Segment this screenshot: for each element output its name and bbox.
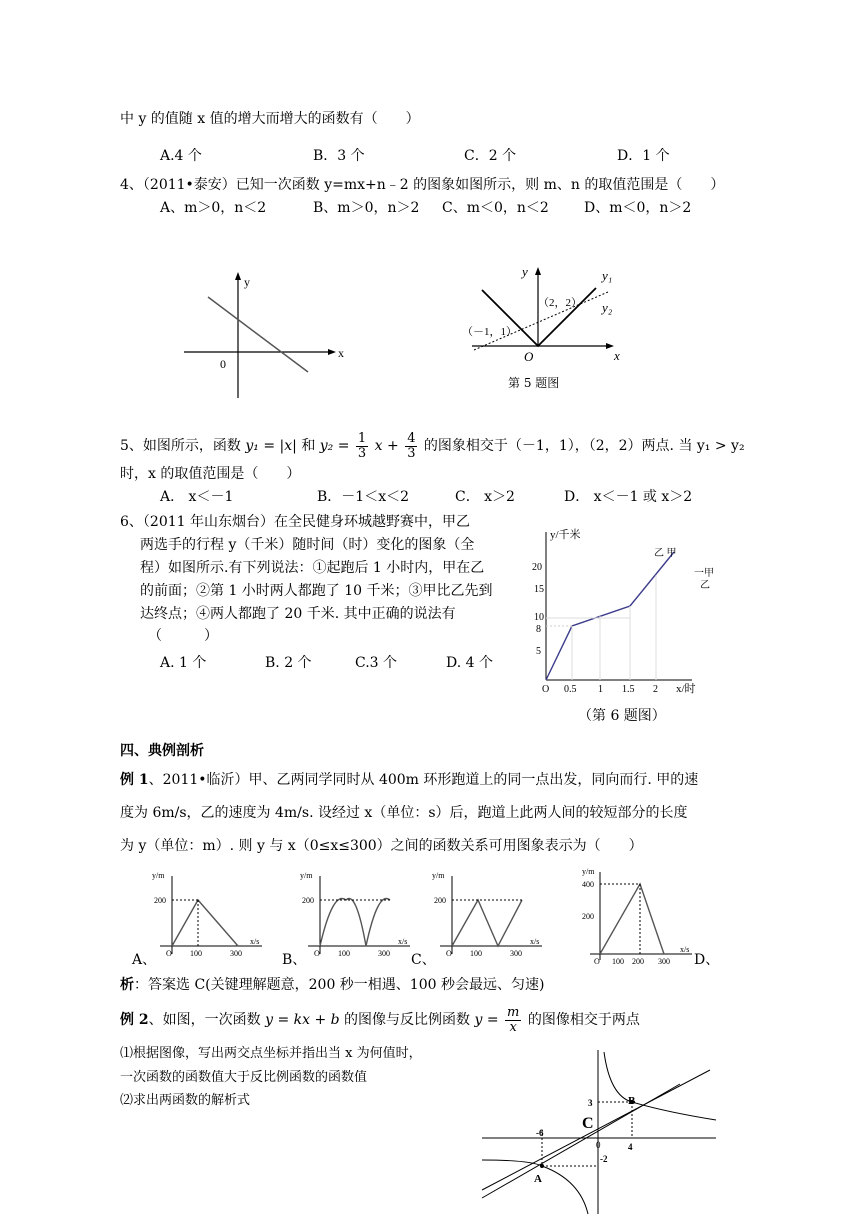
ex2-label-c: C [582, 1115, 594, 1132]
q6-ytick-5: 5 [536, 646, 541, 657]
analysis-line [120, 975, 544, 995]
d-origin: O [594, 957, 600, 966]
q4-option-b: B、m＞0，n＞2 [313, 200, 420, 216]
q5-y1-label: y₁ [602, 268, 613, 283]
q6-legend-jia: 一甲 [694, 568, 714, 579]
q5-plus: x + [374, 438, 399, 454]
choice-c-graph [430, 870, 550, 960]
q6-ytick-20: 20 [532, 562, 542, 573]
c-tick-100: 100 [470, 949, 482, 958]
ex2-figure [480, 1048, 720, 1214]
option-b: B．3 个 [313, 148, 365, 164]
choice-d-graph [580, 864, 700, 964]
ex2-y: y = [474, 1012, 499, 1028]
q6-option-d: D. 4 个 [446, 655, 493, 671]
b-tick-100: 100 [338, 949, 350, 958]
q4-option-d: D、m＜0，n＞2 [584, 200, 692, 216]
q6-xtick-o: O [542, 684, 550, 695]
ex2-q1b: 一次函数的函数值大于反比例函数的函数值 [120, 1070, 368, 1085]
c-ylabel: y/m [432, 871, 445, 880]
ex1-line-2: 度为 6m/s，乙的速度为 4m/s. 设经过 x（单位：s）后，跑道上此两人间的较短部分的长度 [120, 805, 688, 821]
q5-fraction-1 [356, 432, 368, 461]
q4-x-label: x [338, 346, 344, 360]
ex2-m: m [507, 1004, 520, 1020]
q6-line-3: 程）如图所示.有下列说法：①起跑后 1 小时内，甲在乙 [140, 560, 485, 576]
q5-frac1-den: 3 [357, 445, 367, 461]
q5-option-c: C． x＞2 [455, 489, 515, 505]
ex2-text-a: 、如图，一次函数 [148, 1012, 261, 1028]
d-ylabel: y/m [582, 867, 595, 876]
q5-stem-a: 5、如图所示，函数 [120, 438, 241, 454]
a-tick-300: 300 [230, 949, 242, 958]
q5-frac1-num: 1 [357, 430, 367, 446]
q6-figure [530, 520, 730, 700]
c-tick-300: 300 [510, 949, 522, 958]
ex2-tick-4: 4 [628, 1142, 633, 1152]
q4-y-label: y [244, 275, 250, 289]
q5-y2-label: y₂ [602, 300, 613, 315]
q6-option-b: B. 2 个 [265, 655, 312, 671]
q6-option-c: C.3 个 [355, 655, 398, 671]
ex2-text-b: 的图像与反比例函数 [344, 1012, 471, 1028]
q6-xtick-2: 2 [653, 684, 658, 695]
ex2-fraction [505, 1006, 521, 1035]
b-ylabel: y/m [300, 871, 313, 880]
q6-line-1: 6、（2011 年山东烟台）在全民健身环城越野赛中，甲乙 [120, 514, 470, 530]
q5-and: 和 [301, 438, 316, 454]
ex2-q2: ⑵求出两函数的解析式 [120, 1093, 251, 1108]
q6-xlabel: x/时 [676, 683, 696, 695]
c-tick-200: 200 [434, 896, 446, 905]
option-c: C．2 个 [464, 148, 517, 164]
q5-option-d: D． x＜－1 或 x＞2 [564, 489, 693, 505]
q5-point-2: （2，2） [538, 297, 582, 309]
a-ylabel: y/m [152, 871, 165, 880]
option-d: D．1 个 [617, 148, 670, 164]
q6-line-5: 达终点；④两人都跑了 20 千米. 其中正确的说法有 [140, 606, 456, 622]
choice-c-label: C、 [411, 952, 436, 968]
q6-xtick-15: 1.5 [622, 684, 635, 695]
q5-x-label: x [614, 348, 620, 363]
a-xlabel: x/s [250, 937, 260, 946]
q6-ytick-15: 15 [534, 584, 544, 595]
analysis-text: ：答案选 C(关键理解题意，200 秒一相遇、100 秒会最远、匀速) [134, 977, 545, 993]
ex2-tick-m6: -6 [536, 1128, 544, 1138]
choice-a-label: A、 [132, 952, 157, 968]
q6-legend-yi: 乙 [700, 580, 710, 591]
q6-xtick-05: 0.5 [564, 684, 577, 695]
b-tick-300: 300 [378, 949, 390, 958]
a-tick-100: 100 [190, 949, 202, 958]
q5-option-b: B．－1＜x＜2 [317, 489, 409, 505]
q6-line-6: （ ） [148, 628, 218, 644]
q4-option-a: A、m＞0，n＜2 [160, 200, 267, 216]
ex2-point-b: B [628, 1095, 636, 1107]
q5-point-1: （－1，1） [462, 326, 517, 338]
ex2-point-a: A [534, 1173, 542, 1185]
b-tick-200: 200 [302, 896, 314, 905]
ex2-origin: 0 [596, 1140, 601, 1150]
c-origin: O [446, 949, 452, 958]
d-xlabel: x/s [680, 945, 690, 954]
d-tick-100: 100 [612, 957, 624, 966]
choice-a-graph [150, 870, 270, 960]
q5-frac2-den: 3 [407, 445, 416, 461]
question-intro: 中 y 的值随 x 值的增大而增大的函数有（ ） [120, 111, 420, 127]
q4-stem: 4、（2011•泰安）已知一次函数 y=mx+n﹣2 的图象如图所示，则 m、n 的取值范围是（ ） [120, 177, 725, 193]
ex2-label: 例 2 [120, 1012, 149, 1028]
d-tick-200x: 200 [632, 957, 644, 966]
q4-figure [180, 270, 350, 400]
ex2-q1a: ⑴根据图像，写出两交点坐标并指出当 x 为何值时， [120, 1046, 422, 1061]
ex2-line [120, 1005, 640, 1035]
q6-ylabel: y/千米 [550, 529, 581, 541]
ex1-text-1: 、2011•临沂）甲、乙两同学同时从 400m 环形跑道上的同一点出发，同向而行. 甲的速 [148, 772, 699, 788]
q5-origin-label: O [524, 349, 534, 364]
q6-ytick-10: 10 [534, 612, 544, 623]
option-a: A.4 个 [160, 148, 202, 164]
ex2-text-c: 的图像相交于两点 [527, 1012, 640, 1028]
c-xlabel: x/s [530, 937, 540, 946]
q6-ytick-8: 8 [536, 624, 541, 635]
ex1-label: 例 1 [120, 772, 149, 788]
a-origin: O [166, 949, 172, 958]
ex2-tick-3: 3 [588, 1098, 593, 1108]
q4-option-c: C、m＜0，n＜2 [442, 200, 549, 216]
q5-fraction-2 [405, 432, 417, 461]
q5-stem [120, 431, 745, 461]
q6-option-a: A. 1 个 [160, 655, 207, 671]
d-tick-400: 400 [582, 880, 594, 889]
q5-option-a: A． x＜－1 [160, 489, 234, 505]
analysis-label: 析 [120, 977, 134, 993]
choice-b-graph [298, 870, 418, 960]
q5-stem-c: 时，x 的取值范围是（ ） [120, 466, 301, 482]
q6-caption: （第 6 题图） [578, 708, 666, 724]
q4-origin-label: 0 [220, 357, 226, 371]
choice-d-label: D、 [694, 952, 720, 968]
q5-frac2-num: 4 [407, 430, 416, 446]
q5-caption: 第 5 题图 [508, 376, 560, 390]
b-origin: O [314, 949, 320, 958]
ex2-tick-m2: -2 [600, 1154, 608, 1164]
a-tick-200: 200 [154, 896, 166, 905]
d-tick-300: 300 [658, 957, 670, 966]
q6-line-2: 两选手的行程 y（千米）随时间（时）变化的图象（全 [140, 537, 475, 553]
q5-y-label: y [522, 264, 528, 279]
ex2-xden: x [509, 1019, 517, 1035]
q6-legend-top: 乙 甲 [654, 548, 677, 559]
ex2-eq1: y = kx + b [265, 1012, 340, 1028]
q5-y2-expr: y₂ = [319, 438, 350, 454]
d-tick-200: 200 [582, 912, 594, 921]
q6-line-4: 的前面；②第 1 小时两人都跑了 10 千米；③甲比乙先到 [140, 583, 493, 599]
choice-b-label: B、 [282, 952, 307, 968]
ex1-line-1 [120, 766, 698, 794]
q5-stem-b: 的图象相交于（－1，1），（2，2）两点. 当 y₁ > y₂ [423, 438, 745, 454]
q5-y1-expr: y₁ = |x| [245, 438, 297, 454]
q6-xtick-1: 1 [598, 684, 603, 695]
ex1-line-3: 为 y（单位：m）. 则 y 与 x（0≤x≤300）之间的函数关系可用图象表示为（ ） [120, 838, 643, 854]
section-heading: 四、典例剖析 [120, 743, 204, 759]
b-xlabel: x/s [398, 937, 408, 946]
